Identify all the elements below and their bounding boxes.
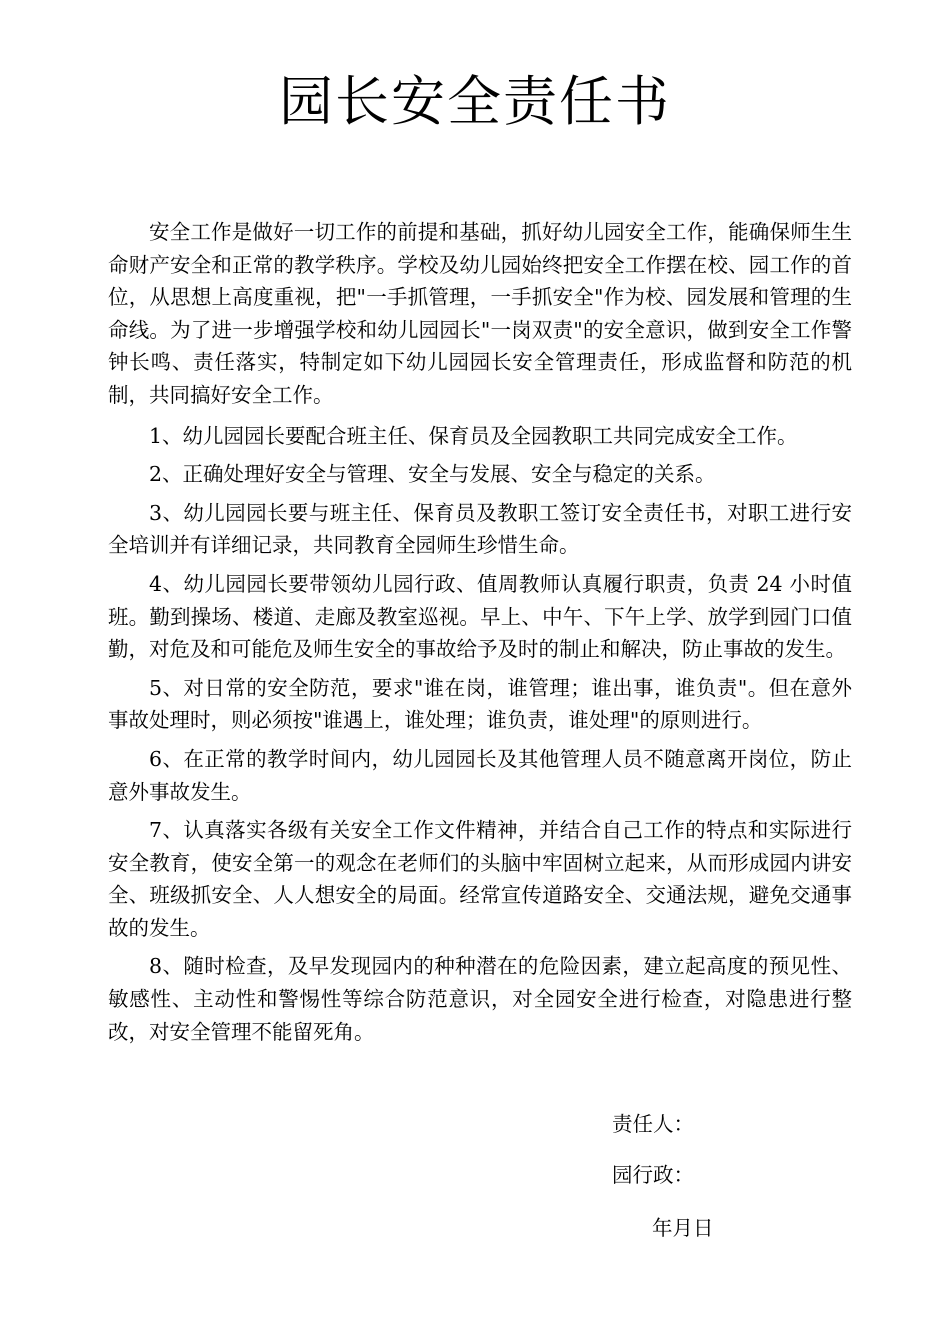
clause-3: 3、幼儿园园长要与班主任、保育员及教职工签订安全责任书，对职工进行安全培训并有详细记录，共同教育全园师生珍惜生命。 [108, 500, 852, 558]
signature-date: 年月日 [652, 1216, 714, 1240]
signature-responsible-person: 责任人： [612, 1112, 694, 1136]
clause-8: 8、随时检查，及早发现园内的种种潜在的危险因素，建立起高度的预见性、敏感性、主动性和警惕性等综合防范意识，对全园安全进行检查，对隐患进行整改，对安全管理不能留死角。 [108, 954, 852, 1044]
clause-5: 5、对日常的安全防范，要求"谁在岗，谁管理；谁出事，谁负责"。但在意外事故处理时，则必须按"谁遇上，谁处理；谁负责，谁处理"的原则进行。 [108, 675, 852, 733]
clause-2: 2、正确处理好安全与管理、安全与发展、安全与稳定的关系。 [149, 462, 716, 487]
document-title: 园长安全责任书 [279, 70, 671, 133]
clause-6: 6、在正常的教学时间内，幼儿园园长及其他管理人员不随意离开岗位，防止意外事故发生。 [108, 746, 852, 804]
clause-1: 1、幼儿园园长要配合班主任、保育员及全园教职工共同完成安全工作。 [149, 423, 798, 448]
signature-kindergarten-admin: 园行政： [612, 1163, 694, 1187]
intro-paragraph: 安全工作是做好一切工作的前提和基础，抓好幼儿园安全工作，能确保师生生命财产安全和正常的教学秩序。学校及幼儿园始终把安全工作摆在校、园工作的首位，从思想上高度重视，把"一手抓管理，一手抓安全"作为校、园发展和管理的生命线。为了进一步增强学校和幼儿园园长"一岗双责"的安全意识，做到安全工作警钟长鸣、责任落实，特制定如下幼儿园园长安全管理责任，形成监督和防范的机制，共同搞好安全工作。 [108, 220, 852, 407]
document-body [108, 216, 852, 1054]
clause-4: 4、幼儿园园长要带领幼儿园行政、值周教师认真履行职责，负责 24 小时值班。勤到操场、楼道、走廊及教室巡视。早上、中午、下午上学、放学到园门口值勤，对危及和可能危及师生安全的事故给予及时的制止和解决，防止事故的发生。 [108, 571, 852, 662]
clause-7: 7、认真落实各级有关安全工作文件精神，并结合自己工作的特点和实际进行安全教育，使安全第一的观念在老师们的头脑中牢固树立起来，从而形成园内讲安全、班级抓安全、人人想安全的局面。经常宣传道路安全、交通法规，避免交通事故的发生。 [108, 818, 852, 940]
